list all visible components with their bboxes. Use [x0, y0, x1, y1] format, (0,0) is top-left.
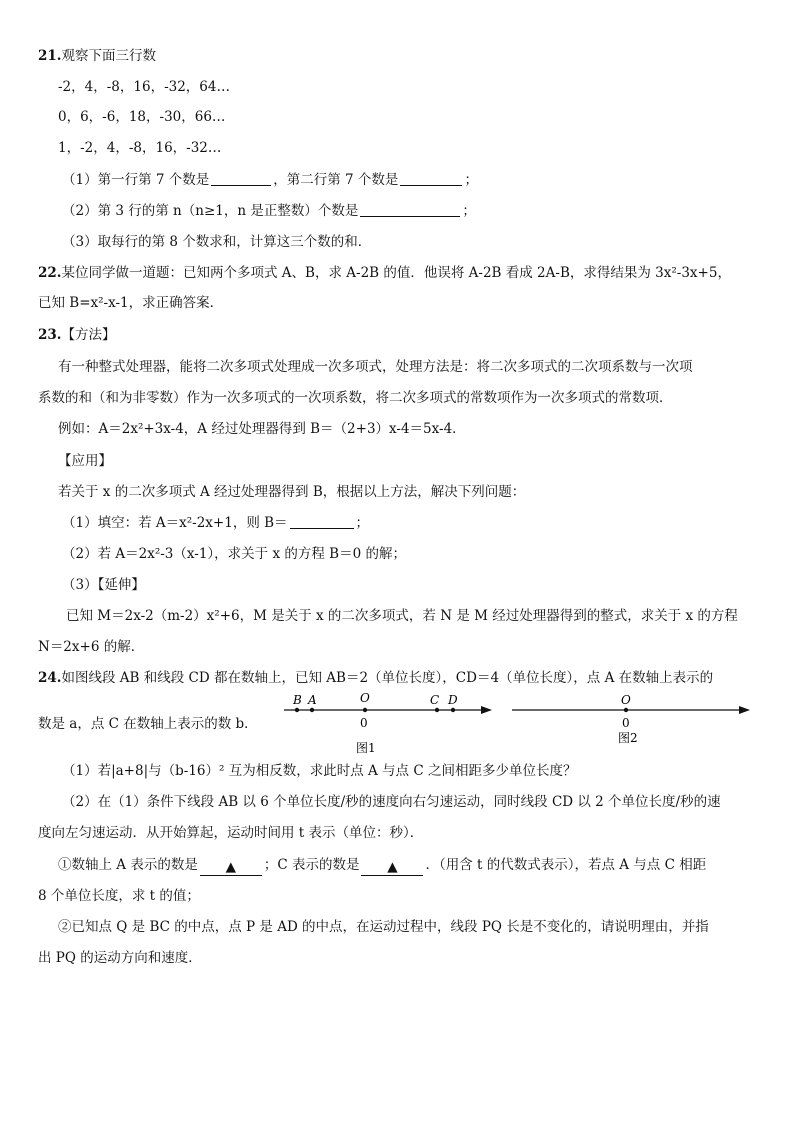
- q23-application-header: 【应用】: [58, 453, 112, 469]
- q24-part2-line2: 度向左匀速运动．从开始算起，运动时间用 t 表示（单位：秒）．: [38, 825, 424, 841]
- q24-answer-blank-c[interactable]: ▲: [361, 859, 423, 876]
- q23-method-line1: 有一种整式处理器，能将二次多项式处理成一次多项式，处理方法是：将二次多项式的二次项系数与一次项: [58, 359, 693, 375]
- q21-answer-blank-2[interactable]: [400, 171, 462, 186]
- q23-title: [38, 325, 116, 345]
- q23-example: 例如：A＝2x²+3x-4，A 经过处理器得到 B＝（2+3）x-4＝5x-4．: [58, 421, 466, 437]
- q24-answer-blank-a[interactable]: ▲: [200, 859, 262, 876]
- fig2-point-o: [624, 708, 628, 712]
- q24-sub1-line1: [58, 855, 706, 876]
- fig2-label-o: O: [621, 693, 631, 707]
- q21-row1: -2，4，-8，16，-32，64…: [58, 79, 230, 95]
- q24-sub1-text-c: ．（用含 t 的代数式表示），若点 A 与点 C 相距: [425, 857, 707, 873]
- q21-title: [38, 46, 156, 66]
- fig1-label-o: O: [360, 691, 370, 705]
- q21-row3: 1，-2，4，-8，16，-32…: [58, 140, 222, 156]
- q21-title-text: 观察下面三行数: [61, 48, 156, 64]
- fig1-label-d: D: [448, 693, 458, 707]
- q21-part2-text-b: ；: [462, 203, 476, 219]
- q24-sub1-text-b: ；C 表示的数是: [263, 857, 360, 873]
- q22-line2: 已知 B=x²-x-1，求正确答案．: [38, 295, 224, 311]
- q23-part2: （2）若 A＝2x²-3（x-1），求关于 x 的方程 B＝0 的解；: [62, 546, 406, 562]
- fig1-caption: 图1: [356, 741, 376, 755]
- q21-answer-blank-1[interactable]: [211, 171, 271, 186]
- q23-part1-text-a: （1）填空：若 A＝x²-2x+1，则 B＝: [62, 515, 288, 531]
- q23-number: 23.: [38, 327, 62, 343]
- q22-line1-text: 某位同学做一道题：已知两个多项式 A、B，求 A-2B 的值．他误将 A-2B 看成 2A-B，求得结果为 3x²-3x+5，: [61, 265, 731, 281]
- q21-part1-text-a: （1）第一行第 7 个数是: [62, 172, 210, 188]
- q23-answer-blank[interactable]: [290, 514, 354, 529]
- figure1-number-line: [282, 690, 496, 758]
- q23-extension-line2: N＝2x+6 的解．: [38, 639, 145, 655]
- q22-line1: [38, 263, 731, 283]
- fig1-point-d: [451, 708, 455, 712]
- q21-part1: [62, 170, 478, 190]
- q23-application-text: 若关于 x 的二次多项式 A 经过处理器得到 B，根据以上方法，解决下列问题：: [58, 484, 526, 500]
- q21-number: 21.: [38, 48, 62, 64]
- fig1-point-o: [363, 708, 367, 712]
- fig2-caption: 图2: [618, 731, 638, 745]
- q23-extension-line1: 已知 M＝2x-2（m-2）x²+6，M 是关于 x 的二次多项式，若 N 是 M 经过处理器得到的整式，求关于 x 的方程: [66, 608, 738, 624]
- figure2-number-line: [510, 690, 754, 746]
- fig1-label-zero: 0: [360, 716, 368, 730]
- q24-line1-text: 如图线段 AB 和线段 CD 都在数轴上，已知 AB＝2（单位长度），CD＝4（单位长度），点 A 在数轴上表示的: [61, 670, 714, 686]
- q23-method-line2: 系数的和（和为非零数）作为一次多项式的一次项系数，将二次多项式的常数项作为一次多项式的常数项．: [38, 390, 673, 406]
- fig1-point-a: [310, 708, 314, 712]
- q21-part1-text-b: ，第二行第 7 个数是: [273, 172, 399, 188]
- q21-part3: （3）取每行的第 8 个数求和，计算这三个数的和．: [62, 234, 372, 250]
- fig1-point-b: [295, 708, 299, 712]
- q24-sub1-line2: 8 个单位长度，求 t 的值；: [38, 888, 200, 904]
- q23-part1-text-b: ；: [355, 515, 370, 531]
- q21-part1-text-c: ；: [464, 172, 478, 188]
- fig1-label-c: C: [430, 693, 440, 707]
- q24-line1: [38, 668, 713, 688]
- fig2-label-zero: 0: [622, 716, 630, 730]
- fig1-label-b: B: [293, 693, 302, 707]
- q23-part3: （3）【延伸】: [62, 577, 145, 593]
- q24-sub1-text-a: ①数轴上 A 表示的数是: [58, 857, 198, 873]
- q21-part2: [62, 201, 476, 221]
- q23-part1: [62, 513, 369, 533]
- q21-part2-text-a: （2）第 3 行的第 n（n≥1，n 是正整数）个数是: [62, 203, 359, 219]
- q24-part2-line1: （2）在（1）条件下线段 AB 以 6 个单位长度/秒的速度向右匀速运动，同时线段 CD 以 2 个单位长度/秒的速: [62, 794, 721, 810]
- fig1-label-a: A: [308, 693, 317, 707]
- q24-number: 24.: [38, 670, 62, 686]
- q23-title-text: 【方法】: [61, 327, 116, 343]
- q24-line2: 数是 a，点 C 在数轴上表示的数 b．: [38, 716, 258, 732]
- q21-row2: 0，6，-6，18，-30，66…: [58, 109, 226, 125]
- q24-part1: （1）若|a+8|与（b-16）² 互为相反数，求此时点 A 与点 C 之间相距多少单位长度？: [62, 763, 577, 779]
- q24-sub2-line2: 出 PQ 的运动方向和速度．: [38, 950, 202, 966]
- q22-number: 22.: [38, 265, 62, 281]
- fig1-arrow-icon: [481, 706, 492, 714]
- q21-answer-blank-3[interactable]: [360, 202, 460, 217]
- fig1-point-c: [435, 708, 439, 712]
- q24-sub2-line1: ②已知点 Q 是 BC 的中点，点 P 是 AD 的中点，在运动过程中，线段 PQ 长是不变化的，请说明理由，并指: [58, 919, 709, 935]
- fig2-arrow-icon: [739, 706, 750, 714]
